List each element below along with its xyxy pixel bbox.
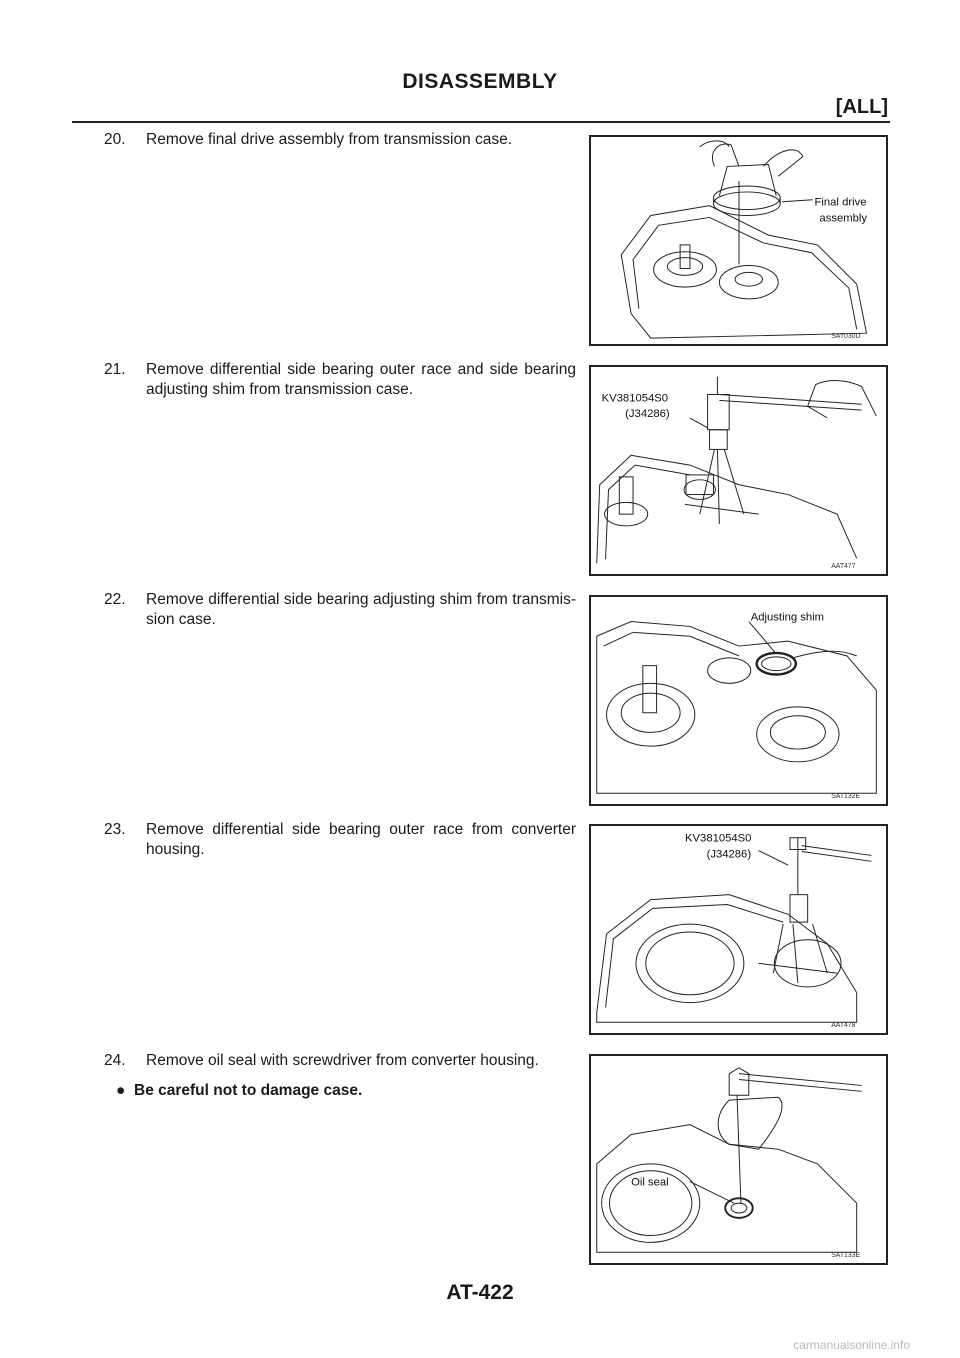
figure-code: SAT132E — [831, 793, 861, 801]
step-text: Remove final drive assembly from transmission case. — [146, 131, 513, 148]
figure-label: assembly — [819, 212, 868, 225]
step-23 — [104, 820, 576, 860]
figure-code: SAT133E — [831, 1252, 861, 1260]
converter-housing-illustration — [591, 826, 886, 1033]
step-20 — [104, 130, 576, 150]
final-drive-illustration — [591, 137, 886, 344]
caution-note — [116, 1082, 362, 1100]
caution-text: Be careful not to damage case. — [134, 1082, 363, 1099]
step-24 — [104, 1051, 576, 1071]
figure-code: AAT478 — [831, 1022, 856, 1030]
step-text: Remove differential side bearing outer race from converter housing. — [146, 821, 576, 858]
step-21 — [104, 360, 576, 400]
watermark: carmanualsonline.info — [793, 1338, 910, 1352]
figure-oil-seal — [589, 1054, 888, 1265]
bullet-icon: ● — [116, 1082, 126, 1099]
step-number: 23. — [104, 821, 126, 838]
figure-code: AAT477 — [831, 563, 856, 571]
step-number: 22. — [104, 591, 126, 608]
step-number: 20. — [104, 131, 126, 148]
page-title: DISASSEMBLY — [402, 70, 558, 93]
oil-seal-illustration — [591, 1056, 886, 1263]
figure-label: KV381054S0 — [685, 832, 752, 845]
header-rule — [72, 121, 890, 123]
figure-adjusting-shim — [589, 595, 888, 806]
figure-label: Adjusting shim — [750, 611, 825, 624]
adjusting-shim-illustration — [591, 597, 886, 804]
step-number: 24. — [104, 1052, 126, 1069]
figure-label: (J34286) — [625, 408, 670, 421]
figure-label: (J34286) — [706, 848, 752, 861]
step-number: 21. — [104, 361, 126, 378]
puller-illustration — [591, 367, 886, 574]
step-text: Remove oil seal with screwdriver from converter housing. — [146, 1052, 539, 1069]
page-number: AT-422 — [446, 1281, 514, 1304]
figure-final-drive — [589, 135, 888, 346]
figure-code: SAT030D — [831, 333, 861, 341]
figure-puller-transmission-case — [589, 365, 888, 576]
step-text: Remove differential side bearing adjusting shim from transmis-sion case. — [146, 591, 576, 628]
step-text: Remove differential side bearing outer race and side bearing adjusting shim from transmission case. — [146, 361, 576, 398]
figure-label: Oil seal — [631, 1176, 669, 1189]
figure-label: KV381054S0 — [601, 392, 669, 405]
figure-puller-converter-housing — [589, 824, 888, 1035]
figure-label: Final drive — [814, 196, 867, 209]
section-label: [ALL] — [835, 96, 888, 118]
step-22 — [104, 590, 576, 630]
